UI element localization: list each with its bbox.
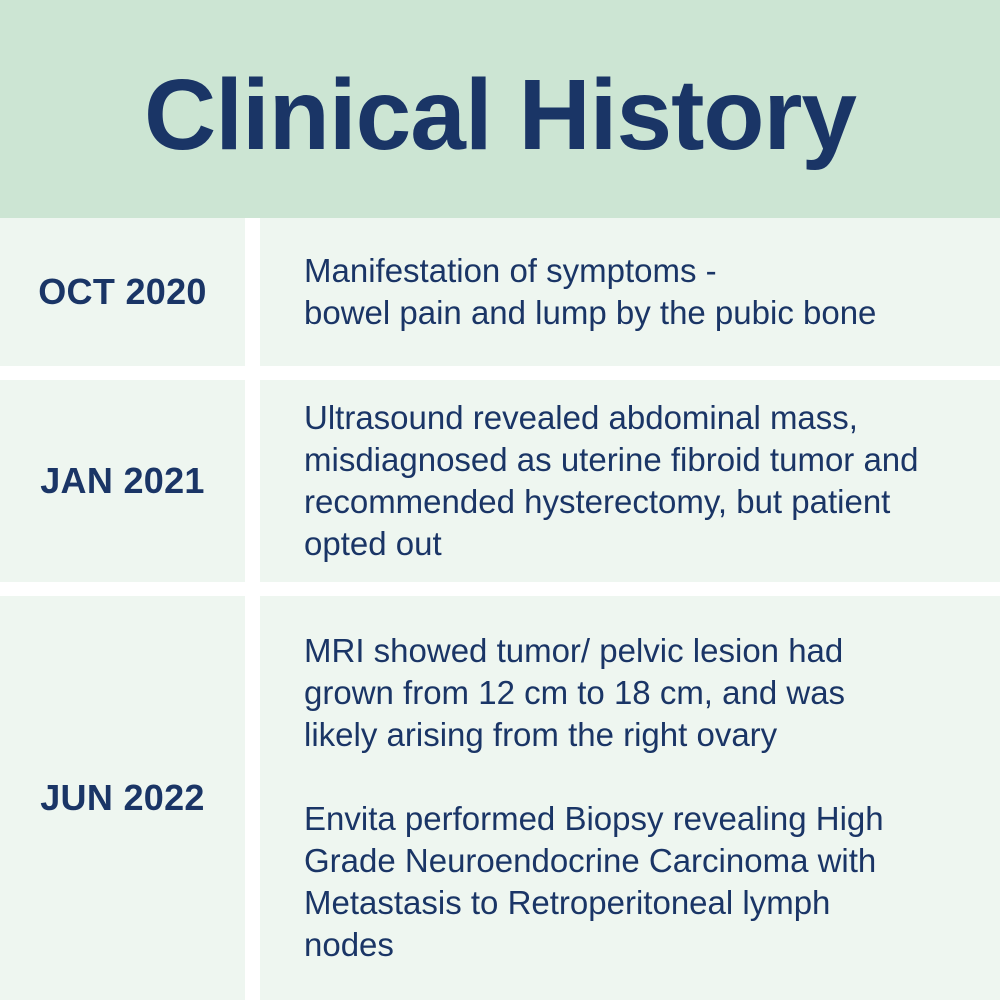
timeline-description-cell	[260, 596, 1000, 1000]
description-line: bowel pain and lump by the pubic bone	[304, 294, 877, 331]
timeline-date-cell	[0, 380, 245, 582]
timeline-date-cell	[0, 596, 245, 1000]
description-line: nodes	[304, 926, 394, 963]
timeline-date: JAN 2021	[40, 460, 205, 501]
timeline-description-cell	[260, 218, 1000, 366]
timeline-date-cell	[0, 218, 245, 366]
description-line: misdiagnosed as uterine fibroid tumor and	[304, 441, 919, 478]
description-line: recommended hysterectomy, but patient	[304, 483, 891, 520]
timeline-description-paragraph	[304, 630, 996, 756]
description-line: Ultrasound revealed abdominal mass,	[304, 399, 858, 436]
timeline-description	[304, 397, 996, 565]
description-line: Envita performed Biopsy revealing High	[304, 800, 884, 837]
page-title: Clinical History	[144, 59, 856, 171]
description-line: likely arising from the right ovary	[304, 716, 778, 753]
timeline-description	[304, 250, 996, 334]
description-line: MRI showed tumor/ pelvic lesion had	[304, 632, 844, 669]
timeline-date: JUN 2022	[40, 777, 205, 818]
description-line: Metastasis to Retroperitoneal lymph	[304, 884, 831, 921]
timeline-description-cell	[260, 380, 1000, 582]
description-line: opted out	[304, 525, 442, 562]
description-line: grown from 12 cm to 18 cm, and was	[304, 674, 846, 711]
timeline-description-paragraph	[304, 798, 996, 966]
description-line: Manifestation of symptoms -	[304, 252, 717, 289]
description-line: Grade Neuroendocrine Carcinoma with	[304, 842, 877, 879]
timeline-date: OCT 2020	[38, 271, 207, 312]
header-banner	[0, 0, 1000, 218]
